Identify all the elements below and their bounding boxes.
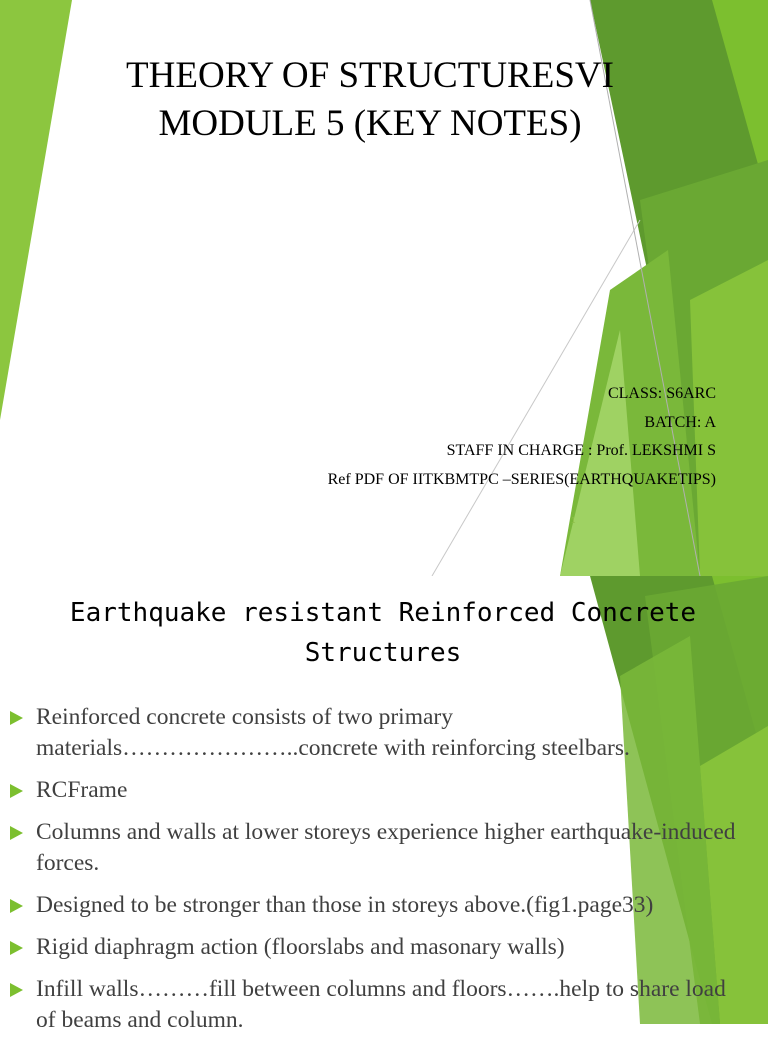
bullet-text: RCFrame <box>36 777 128 803</box>
bullet-item <box>0 974 768 1036</box>
triangle-arrow-icon <box>10 784 23 798</box>
bullet-text: Infill walls………fill between columns and floors…….help to share load of beams and column. <box>36 976 726 1033</box>
staff-line: STAFF IN CHARGE : Prof. LEKSHMI S <box>446 442 716 459</box>
bullet-text: Reinforced concrete consists of two primary materials…………………..concrete with reinforcing steelbars. <box>36 704 630 761</box>
bullet-item <box>0 702 768 764</box>
triangle-arrow-icon <box>10 983 23 997</box>
bullet-item <box>0 775 768 806</box>
triangle-arrow-icon <box>10 941 23 955</box>
class-line: CLASS: S6ARC <box>607 385 716 402</box>
bullet-list <box>0 702 768 1047</box>
triangle-arrow-icon <box>10 826 23 840</box>
bullet-item <box>0 890 768 921</box>
slide-number: 1 <box>571 516 576 525</box>
bullet-text: Columns and walls at lower storeys experience higher earthquake-induced forces. <box>36 819 736 876</box>
batch-line: BATCH: A <box>644 413 716 431</box>
title-line-2: MODULE 5 (KEY NOTES) <box>158 103 582 144</box>
bullet-item <box>0 932 768 963</box>
slide-title <box>60 52 680 148</box>
triangle-arrow-icon <box>10 711 23 725</box>
title-line-1: THEORY OF STRUCTURESVI <box>126 55 614 96</box>
triangle-arrow-icon <box>10 899 23 913</box>
bullet-text: Rigid diaphragm action (floorslabs and masonary walls) <box>36 934 565 960</box>
bullet-text: Designed to be stronger than those in storeys above.(fig1.page33) <box>36 892 654 918</box>
bullet-item <box>0 817 768 879</box>
ref-line: Ref PDF OF IITKBMTPC –SERIES(EARTHQUAKETIPS) <box>327 470 716 488</box>
slide-meta <box>328 380 716 494</box>
content-slide-title: Earthquake resistant Reinforced Concrete Structures <box>69 598 697 668</box>
